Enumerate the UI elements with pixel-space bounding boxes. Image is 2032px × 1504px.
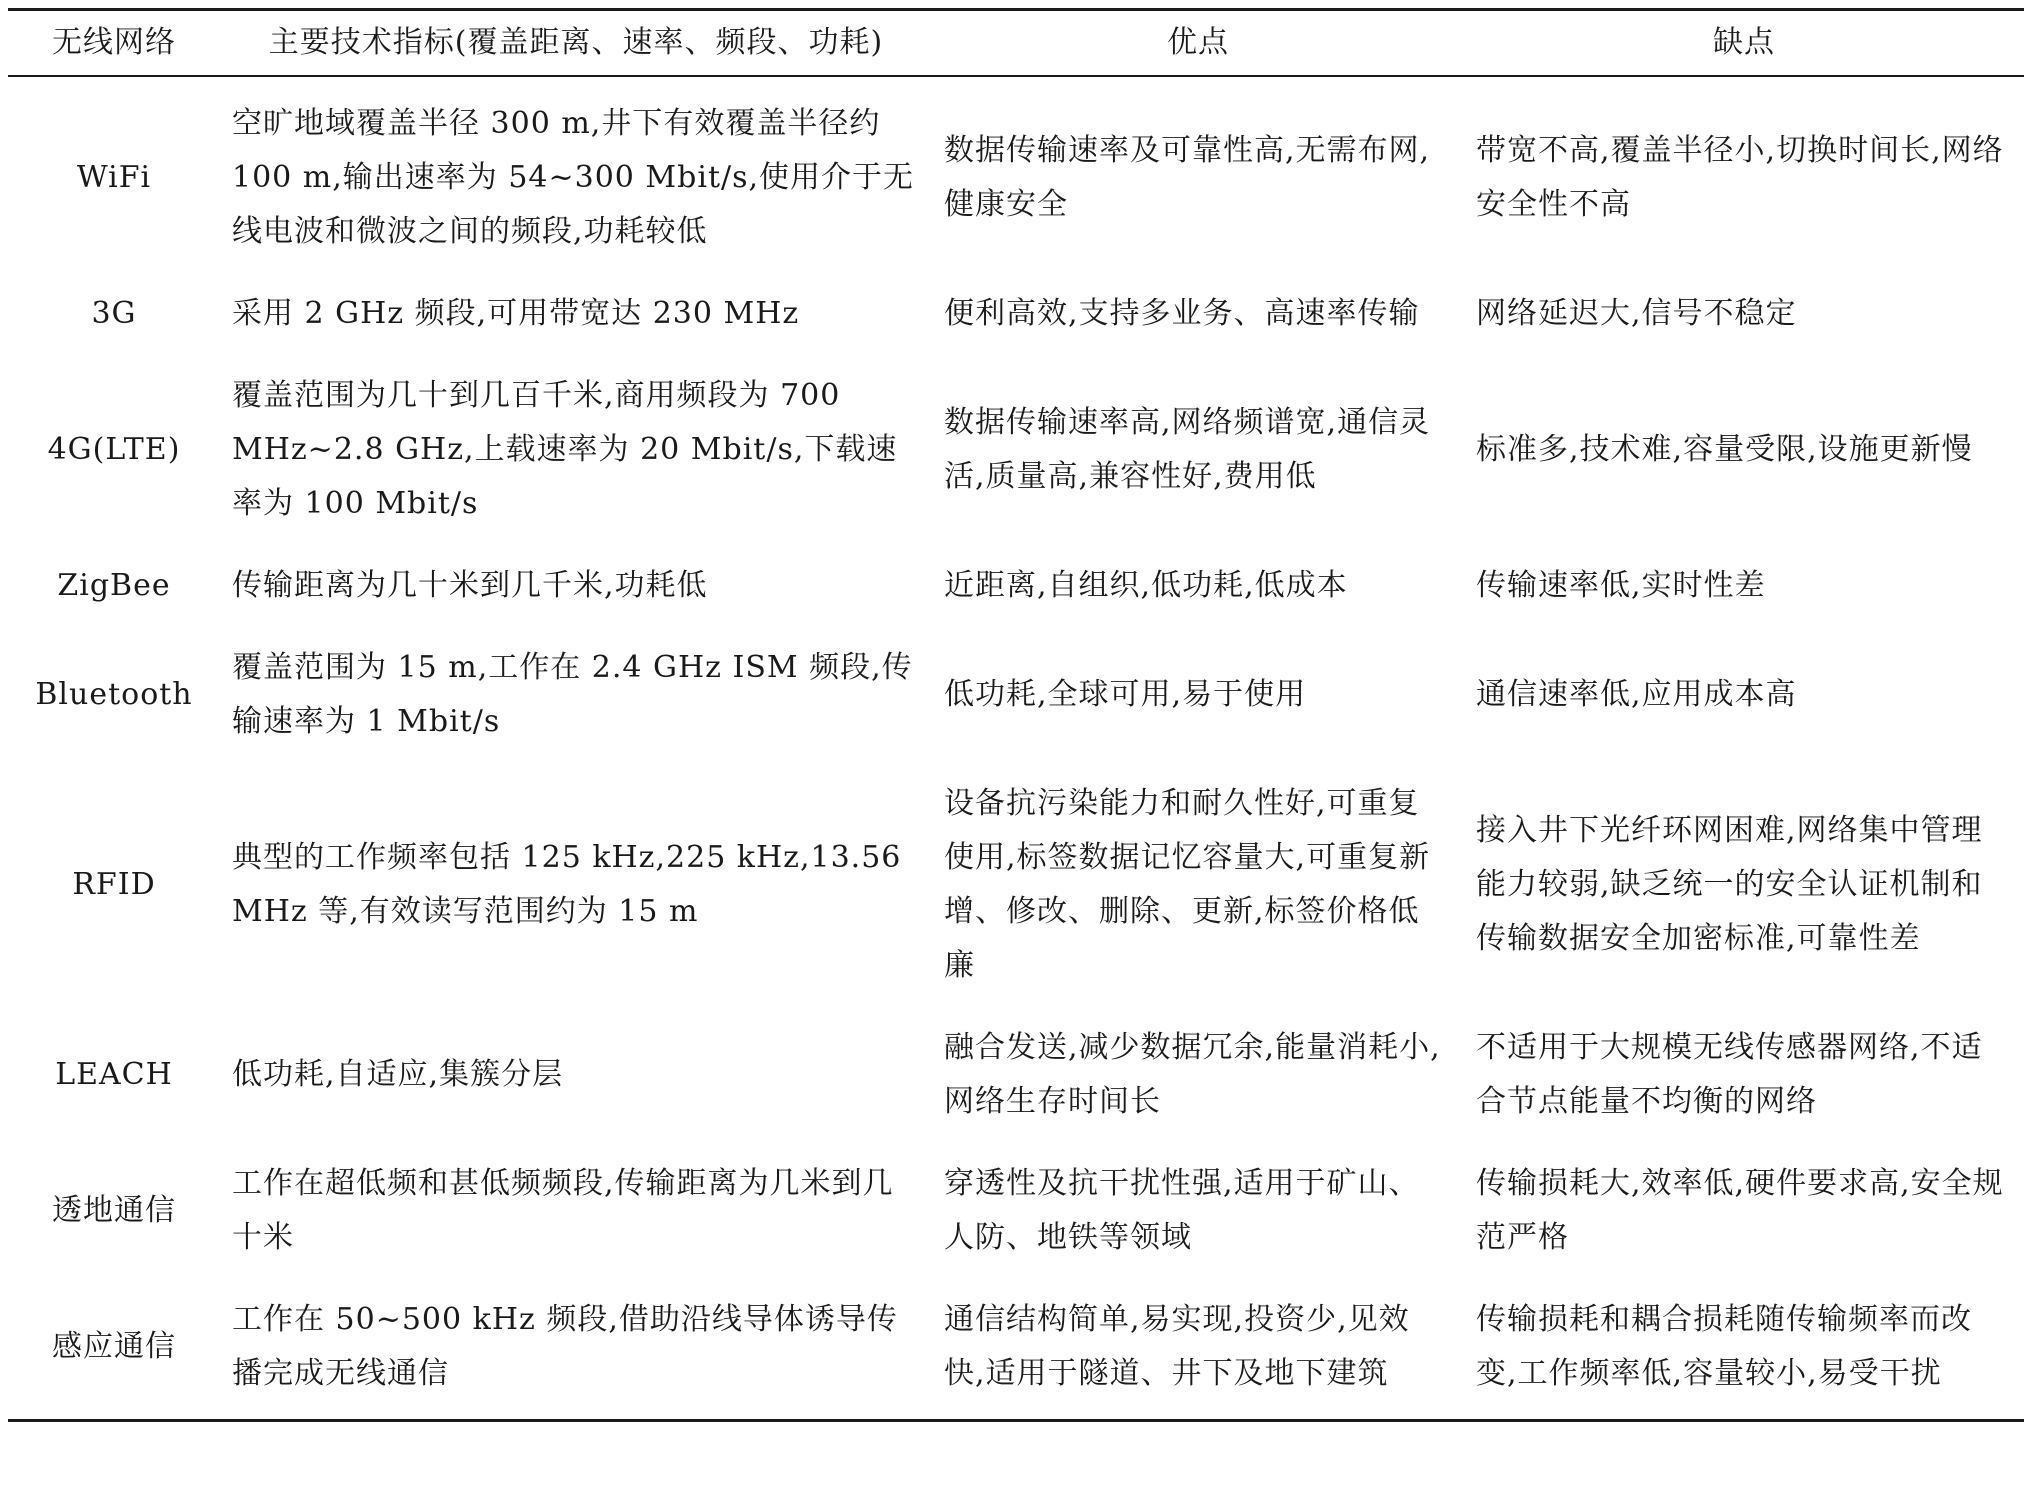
cell-pros: 通信结构简单,易实现,投资少,见效快,适用于隧道、井下及地下建筑 — [944, 1302, 1410, 1391]
table-body — [8, 76, 2024, 1421]
cell-pros: 近距离,自组织,低功耗,低成本 — [944, 568, 1348, 603]
cell-cons: 传输损耗大,效率低,硬件要求高,安全规范严格 — [1476, 1166, 2004, 1255]
cell-cons: 不适用于大规模无线传感器网络,不适合节点能量不均衡的网络 — [1476, 1030, 1983, 1119]
cell-specs: 覆盖范围为几十到几百千米,商用频段为 700 MHz~2.8 GHz,上载速率为 20 Mbit/s,下载速率为 100 Mbit/s — [232, 378, 898, 521]
cell-specs: 传输距离为几十米到几千米,功耗低 — [232, 568, 708, 603]
cell-network: 透地通信 — [52, 1193, 176, 1228]
cell-pros: 设备抗污染能力和耐久性好,可重复使用,标签数据记忆容量大,可重复新增、修改、删除、更新,标签价格低廉 — [944, 786, 1431, 983]
cell-cons: 标准多,技术难,容量受限,设施更新慢 — [1476, 432, 1973, 467]
cell-cons: 网络延迟大,信号不稳定 — [1476, 296, 1797, 331]
cell-specs: 工作在超低频和甚低频频段,传输距离为几米到几十米 — [232, 1166, 894, 1255]
cell-network: 感应通信 — [52, 1329, 176, 1364]
cell-cons: 传输损耗和耦合损耗随传输频率而改变,工作频率低,容量较小,易受干扰 — [1476, 1302, 1972, 1391]
table-row — [8, 76, 2024, 273]
cell-specs: 典型的工作频率包括 125 kHz,225 kHz,13.56 MHz 等,有效读写范围约为 15 m — [232, 840, 902, 929]
cell-network: 3G — [91, 296, 137, 331]
cell-pros: 融合发送,减少数据冗余,能量消耗小,网络生存时间长 — [944, 1030, 1441, 1119]
cell-network: Bluetooth — [35, 677, 193, 712]
cell-specs: 空旷地域覆盖半径 300 m,井下有效覆盖半径约 100 m,输出速率为 54~300 Mbit/s,使用介于无线电波和微波之间的频段,功耗较低 — [232, 106, 915, 249]
cell-network: RFID — [72, 867, 156, 902]
cell-cons: 通信速率低,应用成本高 — [1476, 677, 1797, 712]
cell-network: ZigBee — [57, 568, 171, 603]
table-row — [8, 1007, 2024, 1143]
table-row — [8, 355, 2024, 545]
cell-specs: 采用 2 GHz 频段,可用带宽达 230 MHz — [232, 296, 800, 331]
cell-cons: 接入井下光纤环网困难,网络集中管理能力较弱,缺乏统一的安全认证机制和传输数据安全加密标准,可靠性差 — [1476, 813, 1983, 956]
table-row — [8, 545, 2024, 627]
header-cons: 缺点 — [1713, 25, 1775, 60]
cell-specs: 工作在 50~500 kHz 频段,借助沿线导体诱导传播完成无线通信 — [232, 1302, 898, 1391]
table-row — [8, 627, 2024, 763]
cell-pros: 低功耗,全球可用,易于使用 — [944, 677, 1307, 712]
cell-pros: 穿透性及抗干扰性强,适用于矿山、人防、地铁等领域 — [944, 1166, 1420, 1255]
cell-network: 4G(LTE) — [47, 432, 181, 467]
cell-cons: 传输速率低,实时性差 — [1476, 568, 1766, 603]
cell-specs: 低功耗,自适应,集簇分层 — [232, 1057, 564, 1092]
cell-cons: 带宽不高,覆盖半径小,切换时间长,网络安全性不高 — [1476, 133, 2004, 222]
cell-network: WiFi — [76, 160, 152, 195]
cell-network: LEACH — [55, 1057, 173, 1092]
comparison-table-container — [8, 8, 2024, 1422]
table-row — [8, 763, 2024, 1007]
cell-pros: 数据传输速率及可靠性高,无需布网,健康安全 — [944, 133, 1431, 222]
header-pros: 优点 — [1167, 25, 1229, 60]
cell-specs: 覆盖范围为 15 m,工作在 2.4 GHz ISM 频段,传输速率为 1 Mbit/s — [232, 650, 913, 739]
table-row — [8, 1143, 2024, 1279]
table-row — [8, 273, 2024, 355]
cell-pros: 便利高效,支持多业务、高速率传输 — [944, 296, 1420, 331]
header-network: 无线网络 — [52, 25, 176, 60]
table-header — [8, 10, 2024, 77]
cell-pros: 数据传输速率高,网络频谱宽,通信灵活,质量高,兼容性好,费用低 — [944, 405, 1431, 494]
header-specs: 主要技术指标(覆盖距离、速率、频段、功耗) — [268, 25, 884, 60]
wireless-network-comparison-table — [8, 8, 2024, 1422]
table-row — [8, 1279, 2024, 1421]
header-row — [8, 10, 2024, 77]
